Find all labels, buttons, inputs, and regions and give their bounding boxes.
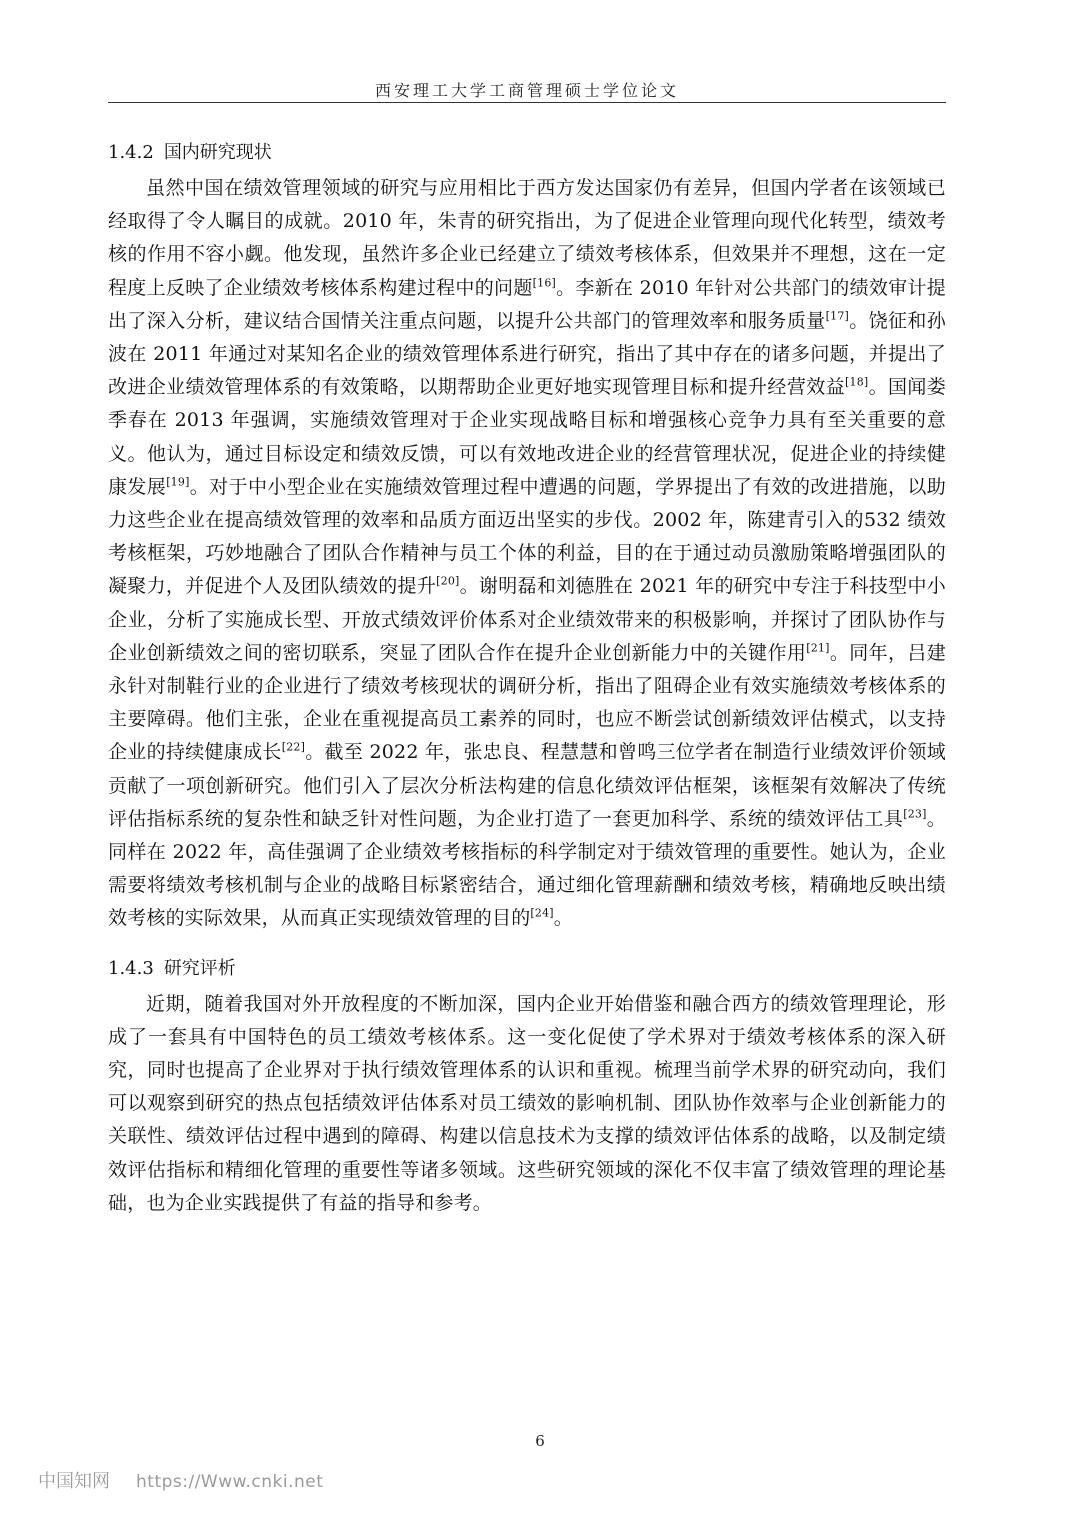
paragraph-text: 。同样在 2022 年，高佳强调了企业绩效考核指标的科学制定对于绩效管理的重要性。她认为，企业需要将绩效考核机制与企业的战略目标紧密结合，通过细化管理薪酬和绩效考核，精确地反映出绩效考核的实际效果，从而真正实现绩效管理的目的 — [108, 807, 947, 930]
section-number: 1.4.2 — [108, 142, 154, 163]
citation-19: [19] — [166, 475, 190, 489]
section-title: 国内研究现状 — [163, 142, 272, 163]
paragraph-text: 。国闻娄季春在 2013 年强调，实施绩效管理对于企业实现战略目标和增强核心竞争力具有至关重要的意义。他认为，通过目标设定和绩效反馈，可以有效地改进企业的经营管理状况，促进企业的持续健康发展 — [108, 376, 946, 498]
paragraph-text: 。饶征和孙波在 2011 年通过对某知名企业的绩效管理体系进行研究，指出了其中存在的诸多问题，并提出了改进企业绩效管理体系的有效策略，以期帮助企业更好地实现管理目标和提升经营效益 — [108, 309, 946, 399]
citation-17: [17] — [825, 309, 850, 323]
section-title: 研究评析 — [163, 957, 236, 979]
citation-24: [24] — [530, 907, 554, 921]
paragraph-text: 。同年，吕建永针对制鞋行业的企业进行了绩效考核现状的调研分析，指出了阻碍企业有效实施绩效考核体系的主要障碍。他们主张，企业在重视提高员工素养的同时，也应不断尝试创新绩效评估模式，以支持企业的持续健康成长 — [108, 641, 946, 764]
citation-18: [18] — [845, 375, 869, 389]
paragraph-text: 。谢明磊和刘德胜在 2021 年的研究中专注于科技型中小企业，分析了实施成长型、开放式绩效评价体系对企业绩效带来的积极影响，并探讨了团队协作与企业创新绩效之间的密切联系，突显了团队合作在提升企业创新能力中的关键作用 — [108, 575, 946, 664]
paragraph-text: 。 — [553, 907, 573, 930]
section-heading-1-4-3 — [108, 952, 946, 986]
page-number: 6 — [535, 1432, 545, 1450]
watermark-brand: 中国知网 — [38, 1471, 110, 1492]
header-rule — [108, 102, 946, 103]
watermark-url: https://Www.cnki.net — [136, 1472, 324, 1492]
section-number: 1.4.3 — [108, 957, 154, 979]
paragraph-text: 。对于中小型企业在实施绩效管理过程中遭遇的问题，学界提出了有效的改进措施，以助力这些企业在提高绩效管理的效率和品质方面迈出坚实的步伐。2002 年，陈建青引入的532 绩效考核框架，巧妙地融合了团队合作精神与员工个体的利益，目的在于通过动员激励策略增强团队的凝聚力，并促进个人及团队绩效的提升 — [108, 475, 946, 598]
cnki-watermark — [38, 1467, 323, 1493]
running-header: 西安理工大学工商管理硕士学位论文 — [374, 81, 679, 100]
section-gap — [108, 936, 946, 952]
paragraph-research-review: 近期，随着我国对外开放程度的不断加深，国内企业开始借鉴和融合西方的绩效管理理论，形成了一套具有中国特色的员工绩效考核体系。这一变化促使了学术界对于绩效考核体系的深入研究，同时也提高了企业界对于执行绩效管理体系的认识和重视。梳理当前学术界的研究动向，我们可以观察到研究的热点包括绩效评估体系对员工绩效的影响机制、团队协作效率与企业创新能力的关联性、绩效评估过程中遇到的障碍、构建以信息技术为支撑的绩效评估体系的战略，以及制定绩效评估指标和精细化管理的重要性等诸多领域。这些研究领域的深化不仅丰富了绩效管理的理论基础，也为企业实践提供了有益的指导和参考。 — [108, 992, 946, 1214]
citation-23: [23] — [903, 807, 927, 821]
paragraph-domestic-research — [108, 172, 946, 936]
citation-16: [16] — [532, 276, 557, 290]
citation-21: [21] — [806, 641, 830, 655]
citation-20: [20] — [436, 575, 460, 589]
paragraph-text: 。截至 2022 年，张忠良、程慧慧和曾鸣三位学者在制造行业绩效评价领域贡献了一项创新研究。他们引入了层次分析法构建的信息化绩效评估框架，该框架有效解决了传统评估指标系统的复杂性和缺乏针对性问题，为企业打造了一套更加科学、系统的绩效评估工具 — [108, 741, 946, 830]
paragraph-text: 虽然中国在绩效管理领域的研究与应用相比于西方发达国家仍有差异，但国内学者在该领域已经取得了令人瞩目的成就。2010 年，朱青的研究指出，为了促进企业管理向现代化转型，绩效考核的作用不容小觑。他发现，虽然许多企业已经建立了绩效考核体系，但效果并不理想，这在一定程度上反映了企业绩效考核体系构建过程中的问题 — [108, 177, 946, 299]
section-heading-1-4-2 — [108, 136, 946, 170]
page-body — [108, 136, 946, 1220]
paragraph-text: 。李新在 2010 年针对公共部门的绩效审计提出了深入分析，建议结合国情关注重点问题，以提升公共部门的管理效率和服务质量 — [108, 276, 946, 332]
citation-22: [22] — [281, 741, 306, 755]
